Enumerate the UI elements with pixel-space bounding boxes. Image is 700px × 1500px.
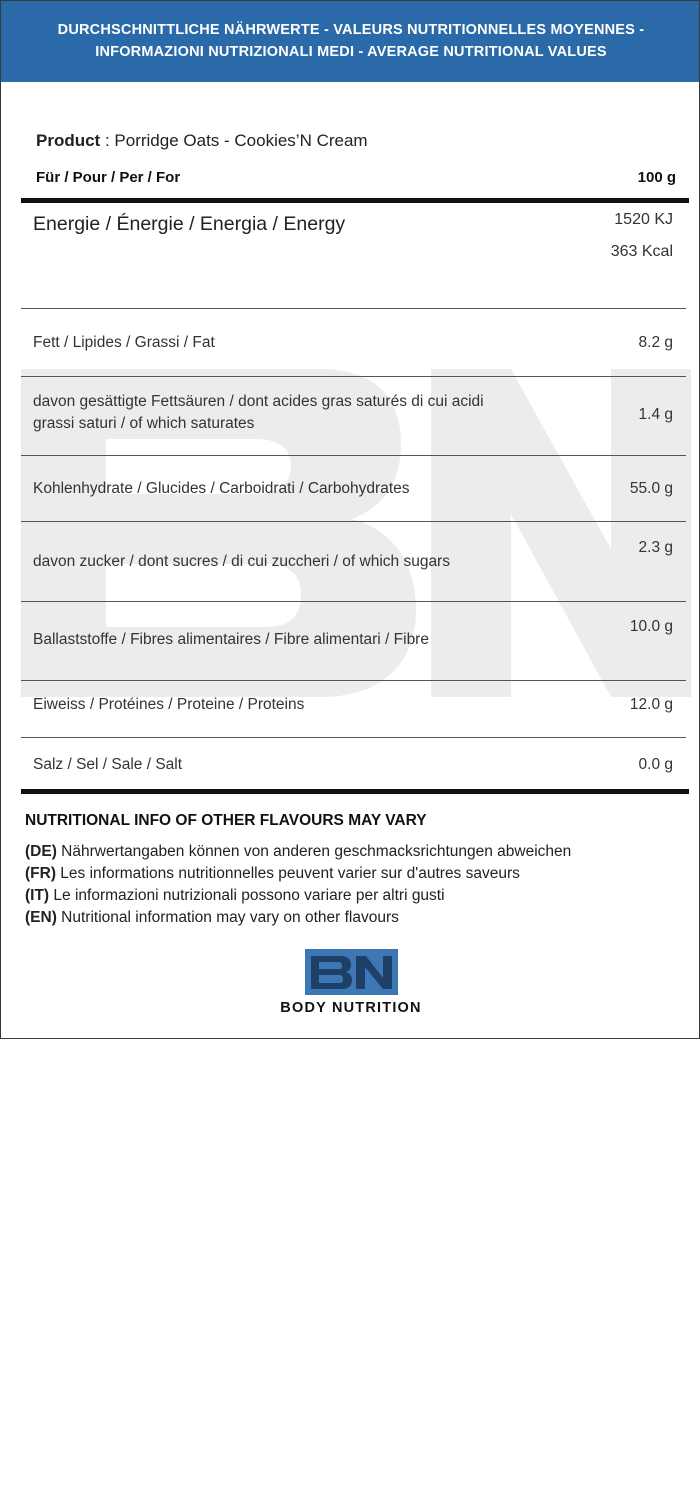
note-it (25, 885, 571, 907)
note-text: Nährwertangaben können von anderen geschmacksrichtungen abweichen (56, 843, 572, 860)
carbohydrates-value: 55.0 g (629, 480, 673, 497)
sugars-label: davon zucker / dont sucres / di cui zuccheri / of which sugars (33, 553, 450, 570)
note-code: (FR) (25, 865, 56, 882)
per-row (36, 169, 676, 189)
per-amount: 100 g (637, 169, 676, 186)
saturates-label-line-2: grassi saturi / of which saturates (33, 415, 255, 432)
note-text: Nutritional information may vary on other flavours (56, 909, 399, 926)
row-divider (21, 737, 686, 738)
salt-value: 0.0 g (638, 756, 673, 773)
note-code: (EN) (25, 909, 57, 926)
note-text: Le informazioni nutrizionali possono variare per altri gusti (49, 887, 445, 904)
brand-name: BODY NUTRITION (280, 1000, 422, 1016)
row-divider (21, 601, 686, 602)
header-line-1: DURCHSCHNITTLICHE NÄHRWERTE - VALEURS NUTRITIONNELLES MOYENNES - (57, 22, 645, 38)
fibre-label: Ballaststoffe / Fibres alimentaires / Fibre alimentari / Fibre (33, 631, 429, 648)
note-text: Les informations nutritionnelles peuvent varier sur d'autres saveurs (56, 865, 520, 882)
flavour-note-title: NUTRITIONAL INFO OF OTHER FLAVOURS MAY VARY (25, 812, 427, 829)
flavour-notes (25, 841, 571, 929)
per-label: Für / Pour / Per / For (36, 169, 181, 186)
note-en (25, 907, 571, 929)
table-bottom-rule (21, 789, 689, 794)
sugars-value: 2.3 g (638, 539, 673, 556)
protein-label: Eiweiss / Protéines / Proteine / Proteins (33, 696, 305, 713)
saturates-value: 1.4 g (638, 406, 673, 423)
note-de (25, 841, 571, 863)
energy-kcal: 363 Kcal (610, 243, 673, 260)
fibre-value: 10.0 g (629, 618, 673, 635)
product-line (36, 131, 368, 151)
table-top-rule (21, 198, 689, 203)
note-fr (25, 863, 571, 885)
product-separator: : (100, 131, 115, 150)
row-divider (21, 680, 686, 681)
row-divider (21, 308, 686, 309)
fat-label: Fett / Lipides / Grassi / Fat (33, 334, 215, 351)
nutrition-header (1, 1, 700, 82)
row-divider (21, 376, 686, 377)
energy-kj: 1520 KJ (614, 211, 673, 228)
row-divider (21, 455, 686, 456)
carbohydrates-label: Kohlenhydrate / Glucides / Carboidrati / Carbohydrates (33, 480, 410, 497)
note-code: (DE) (25, 843, 57, 860)
energy-label: Energie / Énergie / Energia / Energy (33, 213, 346, 235)
row-divider (21, 521, 686, 522)
salt-label: Salz / Sel / Sale / Salt (33, 756, 183, 773)
product-label: Product (36, 131, 101, 150)
saturates-label-line-1: davon gesättigte Fettsäuren / dont acides gras saturés di cui acidi (33, 393, 484, 410)
fat-value: 8.2 g (638, 334, 673, 351)
header-line-2: INFORMAZIONI NUTRIZIONALI MEDI - AVERAGE NUTRITIONAL VALUES (95, 44, 607, 60)
protein-value: 12.0 g (629, 696, 673, 713)
note-code: (IT) (25, 887, 50, 904)
product-name: Porridge Oats - Cookies’N Cream (114, 131, 368, 150)
body-nutrition-logo (250, 947, 452, 1017)
